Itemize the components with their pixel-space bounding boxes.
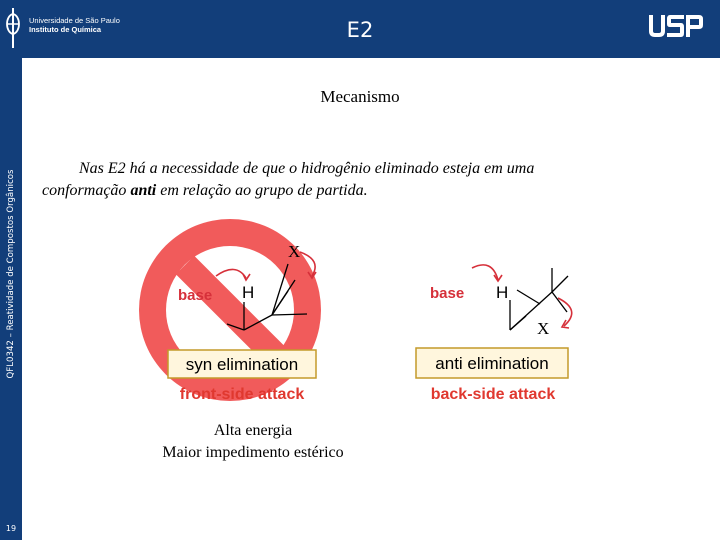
energy-line-1: Alta energia <box>213 422 293 439</box>
university-line: Universidade de São Paulo <box>29 16 120 25</box>
anti-elimination-label: anti elimination <box>435 354 549 373</box>
usp-logo-icon <box>646 13 704 39</box>
anti-base-label: base <box>430 285 465 302</box>
energy-line-2: Maior impedimento estérico <box>162 444 344 461</box>
text-line-2 <box>42 180 682 202</box>
anti-h-label: H <box>496 283 509 302</box>
section-subtitle: Mecanismo <box>320 87 400 106</box>
syn-base-label: base <box>178 287 213 304</box>
front-side-attack-label: front-side attack <box>179 386 305 403</box>
text-segment: conformação <box>42 182 131 199</box>
energy-caption <box>118 420 388 464</box>
syn-elimination-label: syn elimination <box>185 355 299 374</box>
page-number: 19 <box>5 524 17 533</box>
anti-emphasis: anti <box>130 182 157 199</box>
syn-h-label: H <box>242 283 255 302</box>
text-line-1: Nas E2 há a necessidade de que o hidrogênio eliminado esteja em uma <box>79 160 535 177</box>
syn-anti-elimination-diagram <box>112 212 582 412</box>
back-side-attack-label: back-side attack <box>430 386 556 403</box>
institute-line: Instituto de Química <box>29 25 102 34</box>
text-segment: em relação ao grupo de partida. <box>156 182 368 199</box>
slide-title: E2 <box>346 18 374 42</box>
syn-x-label: X <box>288 242 301 261</box>
course-label: QFL0342 – Reatividade de Compostos Orgânicos <box>6 169 16 379</box>
mechanism-text <box>42 158 682 202</box>
anti-arrow-1-icon <box>472 265 498 280</box>
anti-x-label: X <box>537 319 550 338</box>
